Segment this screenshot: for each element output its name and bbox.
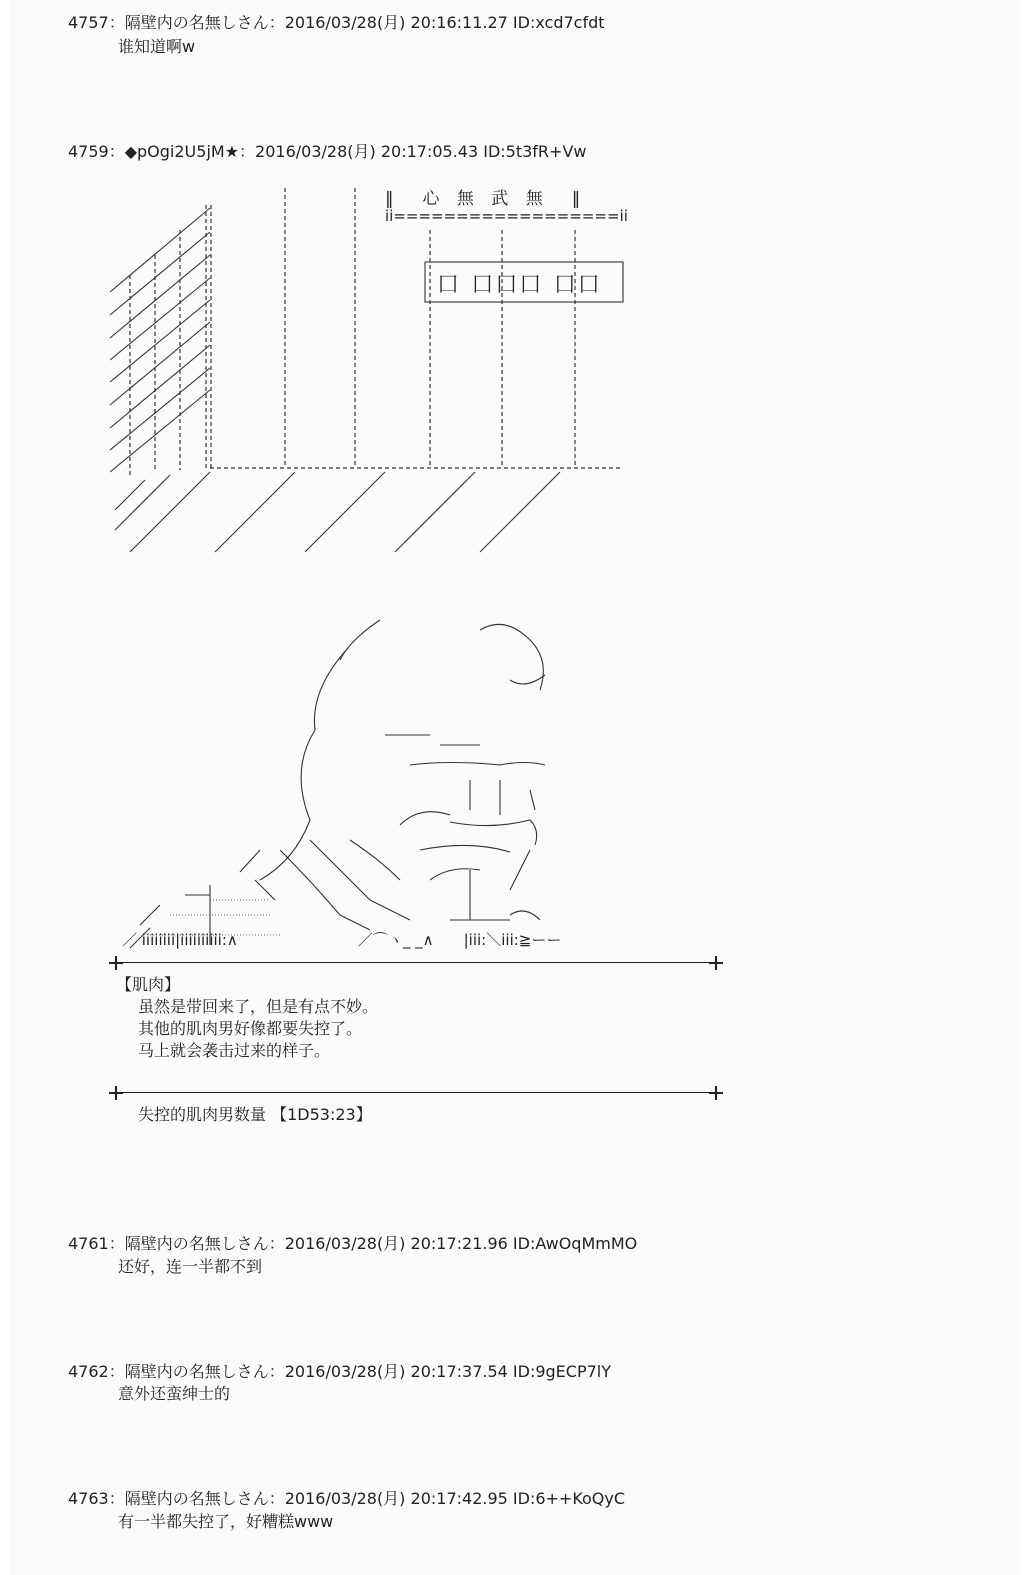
caption-line-3: 马上就会袭击过来的样子。 [138, 1041, 331, 1060]
art-bottom-line: ／ iiiiiiii|iiiiiiiiii:∧ ／⌒ヽ_ _∧ |iii:＼iii:≧ーー [122, 931, 562, 949]
rule-line-bottom [116, 1092, 722, 1093]
post-body-4757: 谁知道啊w [118, 37, 196, 56]
post-body-4761: 还好，连一半都不到 [118, 1257, 263, 1276]
post-header-4757: 4757：隔壁内の名無しさん：2016/03/28(月) 20:16:11.27 ID:xcd7cfdt [68, 13, 605, 32]
post-body-4763: 有一半都失控了，好糟糕www [118, 1512, 334, 1531]
sign-title: ‖ 心 無 武 無 ‖ [385, 189, 587, 209]
page [10, 0, 1020, 1575]
post-body-4762: 意外还蛮绅士的 [118, 1384, 231, 1403]
counter-line: 失控的肌肉男数量 【1D53:23】 [138, 1105, 372, 1124]
caption-title: 【肌肉】 [116, 975, 181, 994]
sign-rule: ii==================ii [385, 207, 628, 225]
caption-line-1: 虽然是带回来了，但是有点不妙。 [138, 997, 379, 1016]
post-header-4762: 4762：隔壁内の名無しさん：2016/03/28(月) 20:17:37.54 ID:9gECP7lY [68, 1362, 611, 1381]
caption-line-2: 其他的肌肉男好像都要失控了。 [138, 1019, 363, 1038]
ascii-art-illustration [10, 0, 1020, 1575]
post-header-4759: 4759：◆pOgi2U5jM★：2016/03/28(月) 20:17:05.43 ID:5t3fR+Vw [68, 142, 587, 161]
sign-box-text: 囗 囗囗囗 囗囗 [438, 272, 603, 296]
rule-cross-left-top [109, 956, 123, 970]
rule-line-top [116, 962, 722, 963]
rule-cross-right-top [709, 956, 723, 970]
rule-cross-right-bottom [709, 1086, 723, 1100]
post-header-4763: 4763：隔壁内の名無しさん：2016/03/28(月) 20:17:42.95 ID:6++KoQyC [68, 1489, 626, 1508]
rule-cross-left-bottom [109, 1086, 123, 1100]
post-header-4761: 4761：隔壁内の名無しさん：2016/03/28(月) 20:17:21.96 ID:AwOqMmMO [68, 1234, 638, 1253]
